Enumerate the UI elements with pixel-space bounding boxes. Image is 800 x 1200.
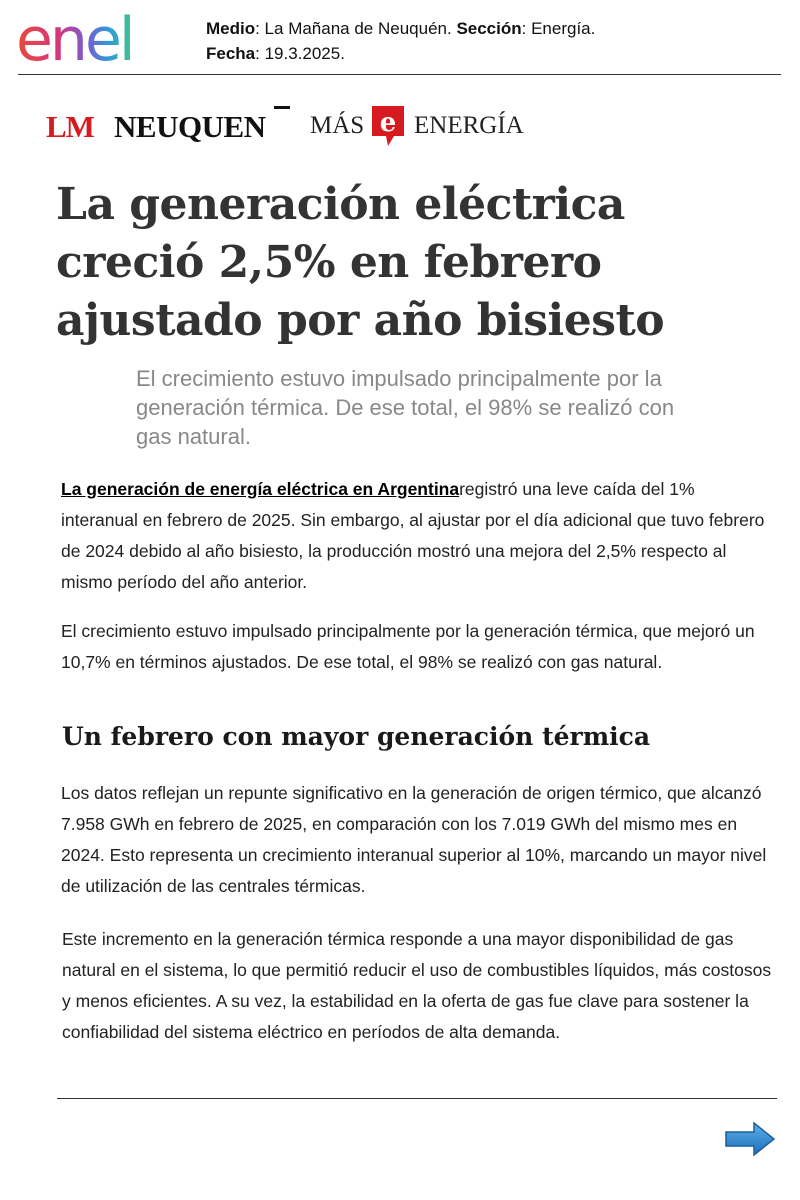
section-heading: Un febrero con mayor generación térmica: [62, 722, 651, 751]
document-header: [0, 0, 800, 76]
seccion-value: : Energía.: [521, 19, 596, 38]
article-subhead: El crecimiento estuvo impulsado principalmente por la generación térmica. De ese total, el 98% se realizó con gas natural.: [136, 366, 675, 449]
footer-divider: [57, 1098, 777, 1099]
arrow-right-icon[interactable]: [722, 1120, 778, 1158]
svg-text:enel: enel: [16, 6, 133, 70]
fecha-label: Fecha: [206, 44, 256, 63]
mas-label: MÁS: [310, 112, 365, 139]
header-divider: [18, 74, 781, 75]
article-headline: La generación eléctrica creció 2,5% en febrero ajustado por año bisiesto: [56, 179, 665, 346]
brand-bar: [46, 100, 566, 150]
neuquen-logo: NEUQUEN: [114, 109, 266, 144]
paragraph-1: [61, 474, 775, 598]
fecha-value: : 19.3.2025.: [255, 44, 345, 63]
medio-value: : La Mañana de Neuquén.: [255, 19, 457, 38]
neuquen-accent: [274, 106, 290, 109]
paragraph-3: Los datos reflejan un repunte significativo en la generación de origen térmico, que alcanzó 7.958 GWh en febrero de 2025, en comparación con los 7.019 GWh del mismo mes en 2024. Esto representa un crecimiento interanual superior al 10%, marcando un mayor nivel de utilización de las centrales térmicas.: [61, 783, 767, 896]
energia-badge-icon: [368, 102, 408, 148]
seccion-label: Sección: [456, 19, 522, 38]
document-meta: [206, 16, 595, 66]
paragraph-4: Este incremento en la generación térmica responde a una mayor disponibilidad de gas natural en el sistema, lo que permitió reducir el uso de combustibles líquidos, más costosos y menos eficientes. A su vez, la estabilidad en la oferta de gas fue clave para sostener la confiabilidad del sistema eléctrico en períodos de alta demanda.: [62, 929, 772, 1042]
enel-logo: [16, 6, 172, 70]
energia-label: ENERGÍA: [414, 112, 524, 139]
paragraph-2: El crecimiento estuvo impulsado principalmente por la generación térmica, que mejoró un 10,7% en términos ajustados. De ese total, el 98% se realizó con gas natural.: [61, 621, 755, 672]
article-link[interactable]: La generación de energía eléctrica en Argentina: [61, 479, 460, 499]
paragraph-1-text: registró una leve caída del 1% interanual en febrero de 2025. Sin embargo, al ajustar por el día adicional que tuvo febrero de 2024 debido al año bisiesto, la producción mostró una mejora del 2,5% respecto al mismo período del año anterior.: [61, 479, 765, 592]
lm-logo: LM: [46, 109, 94, 144]
svg-text:e: e: [379, 108, 397, 138]
medio-label: Medio: [206, 19, 256, 38]
